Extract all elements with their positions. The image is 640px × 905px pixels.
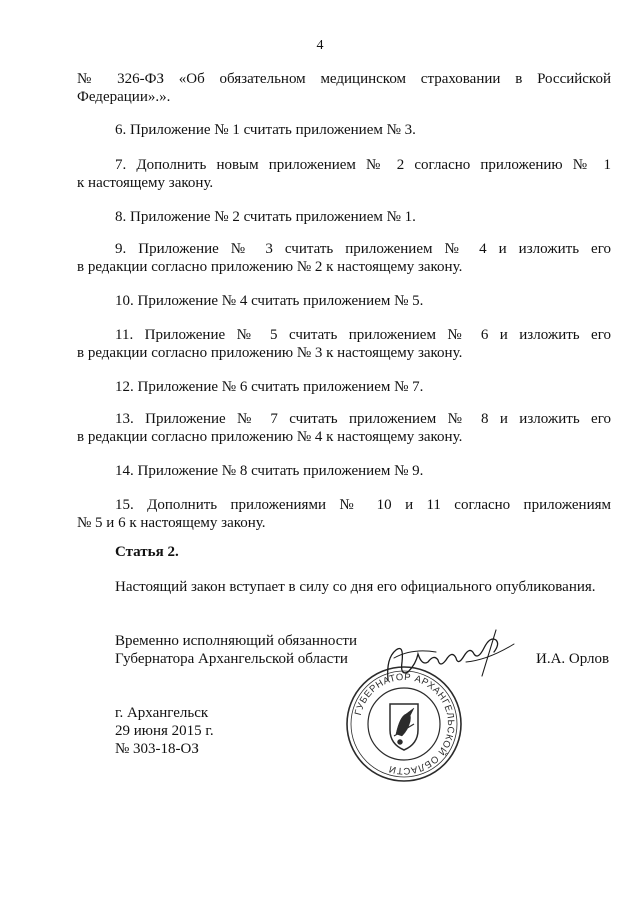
place-date-block	[115, 704, 214, 758]
handwritten-signature	[378, 618, 518, 698]
item-11-line-2: в редакции согласно приложению № 3 к настоящему закону.	[77, 345, 463, 361]
law-number: № 303-18-ОЗ	[115, 741, 199, 757]
date: 29 июня 2015 г.	[115, 723, 214, 739]
item-11-line-1: 11. Приложение № 5 считать приложением № 6 и изложить его	[115, 327, 611, 343]
article-2-text	[77, 578, 611, 596]
item-12	[77, 378, 611, 396]
intro-line-1: № 326-ФЗ «Об обязательном медицинском страховании в Российской	[77, 71, 611, 87]
item-15-line-2: № 5 и 6 к настоящему закону.	[77, 515, 266, 531]
intro-paragraph	[77, 70, 611, 106]
item-11	[77, 326, 611, 362]
item-7-line-2: к настоящему закону.	[77, 175, 214, 191]
item-13-line-1: 13. Приложение № 7 считать приложением № 8 и изложить его	[115, 411, 611, 427]
seal-coat-of-arms	[390, 704, 418, 750]
item-13	[77, 410, 611, 446]
item-15-line-1: 15. Дополнить приложениями № 10 и 11 согласно приложениям	[115, 497, 611, 513]
item-9-line-1: 9. Приложение № 3 считать приложением № 4 и изложить его	[115, 241, 611, 257]
item-15	[77, 496, 611, 532]
item-8-line-1: 8. Приложение № 2 считать приложением № 1.	[115, 209, 416, 225]
item-13-line-2: в редакции согласно приложению № 4 к настоящему закону.	[77, 429, 463, 445]
item-10	[77, 292, 611, 310]
item-14	[77, 462, 611, 480]
signatory-name: И.А. Орлов	[536, 651, 610, 667]
item-8	[77, 208, 611, 226]
intro-line-2: Федерации».».	[77, 89, 171, 105]
item-9-line-2: в редакции согласно приложению № 2 к настоящему закону.	[77, 259, 463, 275]
signatory-title-line-1: Временно исполняющий обязанности	[115, 633, 358, 649]
signatory-title-line-2: Губернатора Архангельской области	[115, 651, 348, 667]
item-6-line-1: 6. Приложение № 1 считать приложением № 3.	[115, 122, 416, 138]
item-7-line-1: 7. Дополнить новым приложением № 2 согласно приложению № 1	[115, 157, 611, 173]
signatory-title	[115, 632, 357, 668]
item-6	[77, 121, 611, 139]
item-12-line-1: 12. Приложение № 6 считать приложением № 7.	[115, 379, 424, 395]
page-number: 4	[316, 38, 324, 53]
article-2-text-line: Настоящий закон вступает в силу со дня его официального опубликования.	[115, 579, 596, 595]
item-9	[77, 240, 611, 276]
seal-ring-text: ГУБЕРНАТОР АРХАНГЕЛЬСКОЙ ОБЛАСТИ	[352, 671, 457, 777]
item-7	[77, 156, 611, 192]
city: г. Архангельск	[115, 705, 209, 721]
article-2-heading: Статья 2.	[115, 544, 179, 560]
item-14-line-1: 14. Приложение № 8 считать приложением № 9.	[115, 463, 424, 479]
item-10-line-1: 10. Приложение № 4 считать приложением № 5.	[115, 293, 424, 309]
